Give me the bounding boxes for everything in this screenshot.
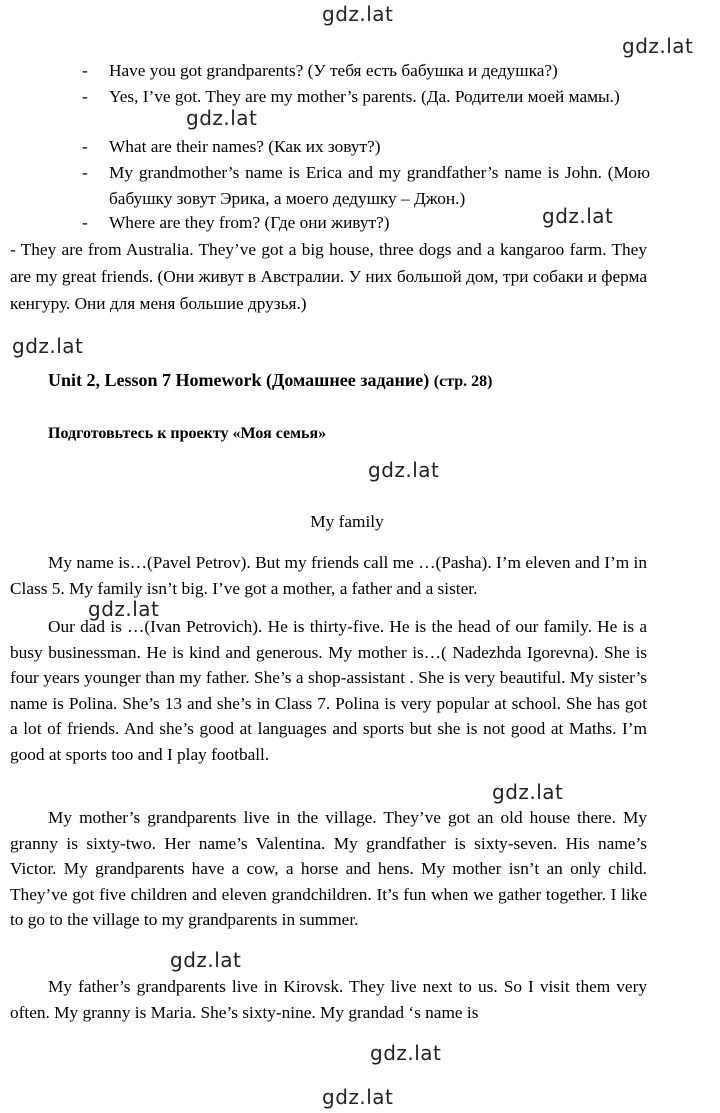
watermark: gdz.lat [186, 106, 258, 130]
watermark: gdz.lat [322, 2, 394, 26]
dialog-line [82, 134, 650, 160]
dialog-last-reply: - They are from Australia. They’ve got a big house, three dogs and a kangaroo farm. They are my great friends. (Они живут в Австралии. У них большой дом, три собаки и ферма кенгуру. Они для меня большие друзья.) [10, 240, 647, 313]
dialog-line [82, 84, 650, 110]
watermark: gdz.lat [622, 34, 694, 58]
essay-paragraph [10, 614, 647, 768]
lesson-heading-page: (стр. 28) [433, 373, 493, 390]
essay-paragraph [10, 974, 647, 1025]
watermark: gdz.lat [88, 597, 160, 621]
dialog-dash: - [82, 87, 88, 106]
dialog-text: Yes, I’ve got. They are my mother’s parents. (Да. Родители моей мамы.) [109, 87, 620, 106]
watermark: gdz.lat [12, 334, 84, 358]
watermark: gdz.lat [542, 204, 614, 228]
dialog-text: What are their names? (Как их зовут?) [109, 137, 381, 156]
dialog-dash: - [82, 213, 88, 232]
essay-paragraph-text: My father’s grandparents live in Kirovsk. They live next to us. So I visit them very often. My granny is Maria. She’s sixty-nine. My grandad ‘s name is [10, 977, 647, 1022]
dialog-text: Have you got grandparents? (У тебя есть бабушка и дедушка?) [109, 61, 558, 80]
lesson-heading [48, 370, 493, 391]
essay-paragraph [10, 805, 647, 933]
dialog-line [82, 58, 650, 84]
essay-paragraph [10, 550, 647, 601]
dialog-text: Where are they from? (Где они живут?) [109, 213, 390, 232]
essay-paragraph-text: Our dad is …(Ivan Petrovich). He is thirty-five. He is the head of our family. He is a busy businessman. He is kind and generous. My mother is…( Nadezhda Igorevna). She is four years younger than my father. She’s a shop-assistant . She is very beautiful. My sister’s name is Polina. She’s 13 and she’s in Class 7. Polina is very popular at school. She has got a lot of friends. And she’s good at languages and sports but she is not good at Maths. I’m good at sports too and I play football. [10, 617, 647, 764]
dialog-dash: - [82, 163, 88, 182]
dialog-dash: - [82, 137, 88, 156]
task-title: Подготовьтесь к проекту «Моя семья» [48, 425, 327, 442]
essay-paragraph-text: My mother’s grandparents live in the village. They’ve got an old house there. My granny is sixty-two. Her name’s Valentina. My grandfather is sixty-seven. His name’s Victor. My grandparents have a cow, a horse and hens. My mother isn’t an only child. They’ve got five children and eleven grandchildren. It’s fun when we gather together. I like to go to the village to my grandparents in summer. [10, 808, 647, 930]
essay-paragraph-text: My name is…(Pavel Petrov). But my friends call me …(Pasha). I’m eleven and I’m in Class 5. My family isn’t big. I’ve got a mother, a father and a sister. [10, 553, 647, 598]
watermark: gdz.lat [368, 458, 440, 482]
watermark: gdz.lat [370, 1041, 442, 1065]
essay-title: My family [310, 512, 384, 531]
lesson-heading-title: Unit 2, Lesson 7 Homework (Домашнее задание) [48, 370, 430, 390]
watermark: gdz.lat [322, 1085, 394, 1109]
dialog-dash: - [82, 61, 88, 80]
watermark: gdz.lat [492, 780, 564, 804]
dialog-text: My grandmother’s name is Erica and my grandfather’s name is John. (Мою бабушку зовут Эрика, а моего дедушку – Джон.) [109, 163, 650, 208]
watermark: gdz.lat [170, 948, 242, 972]
